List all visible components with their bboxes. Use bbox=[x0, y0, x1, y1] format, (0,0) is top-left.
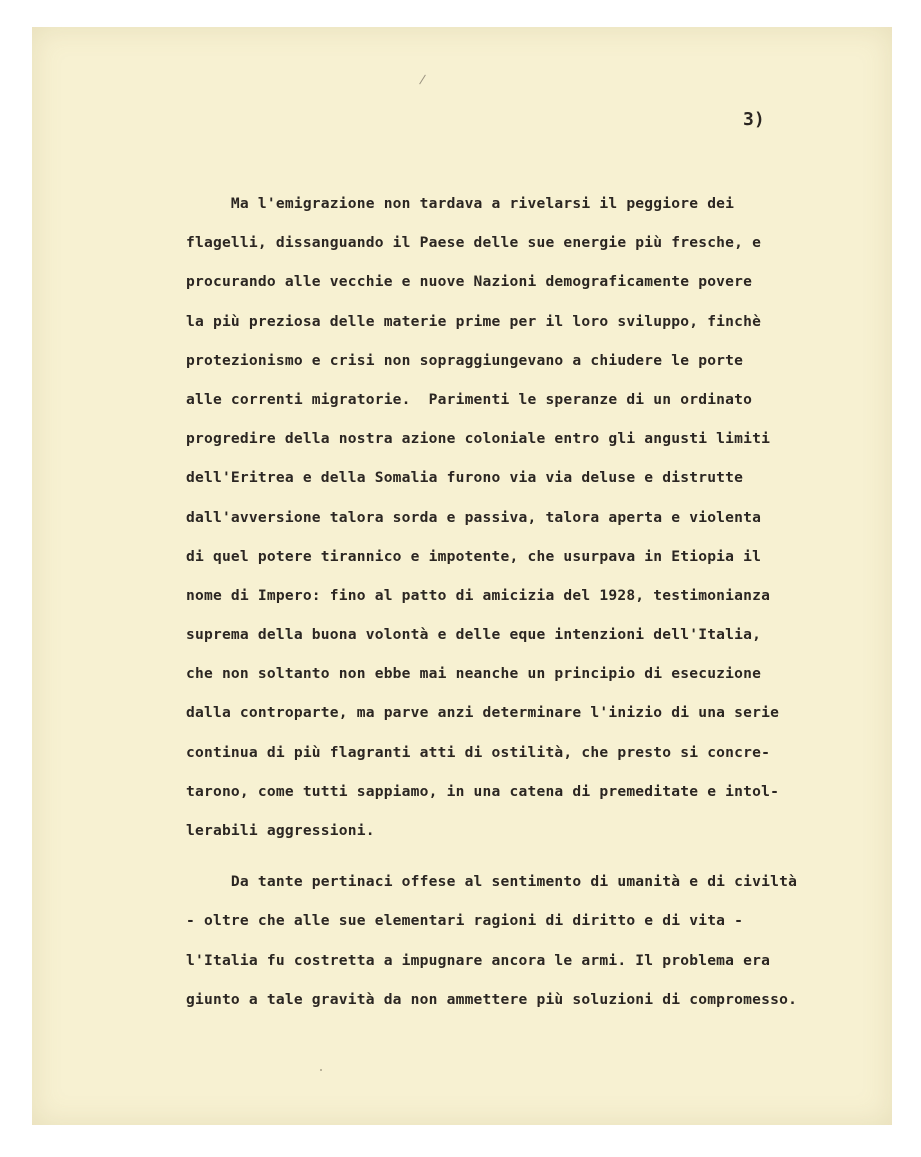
text-line: giunto a tale gravità da non ammettere più soluzioni di compromesso. bbox=[186, 990, 798, 1008]
text-line: - oltre che alle sue elementari ragioni di diritto e di vita - bbox=[186, 912, 744, 930]
text-line: nome di Impero: fino al patto di amicizia del 1928, testimonianza bbox=[186, 586, 771, 604]
page-number: 3) bbox=[743, 109, 765, 130]
text-line: lerabili aggressioni. bbox=[186, 822, 375, 839]
text-line: l'Italia fu costretta a impugnare ancora le armi. Il problema era bbox=[186, 951, 771, 969]
paragraph-2 bbox=[186, 862, 886, 1019]
text-line: progredire della nostra azione coloniale entro gli angusti limiti bbox=[186, 430, 771, 448]
text-line: che non soltanto non ebbe mai neanche un principio di esecuzione bbox=[186, 665, 762, 683]
text-line: alle correnti migratorie. Parimenti le speranze di un ordinato bbox=[186, 390, 753, 408]
text-line: continua di più flagranti atti di ostilità, che presto si concre- bbox=[186, 743, 771, 761]
paragraph-spacer bbox=[186, 850, 886, 862]
body-text bbox=[186, 184, 886, 1019]
text-line: di quel potere tirannico e impotente, che usurpava in Etiopia il bbox=[186, 547, 762, 565]
typewritten-page bbox=[32, 27, 892, 1125]
paragraph-1 bbox=[186, 184, 886, 850]
text-line: dall'avversione talora sorda e passiva, talora aperta e violenta bbox=[186, 508, 762, 526]
text-line: Da tante pertinaci offese al sentimento di umanità e di civiltà bbox=[186, 873, 798, 891]
text-line: procurando alle vecchie e nuove Nazioni demograficamente povere bbox=[186, 273, 753, 291]
text-line: flagelli, dissanguando il Paese delle sue energie più fresche, e bbox=[186, 234, 762, 252]
pencil-mark bbox=[419, 75, 426, 85]
text-line: protezionismo e crisi non sopraggiungevano a chiudere le porte bbox=[186, 351, 744, 369]
ink-speck bbox=[320, 1069, 322, 1071]
text-line: tarono, come tutti sappiamo, in una catena di premeditate e intol- bbox=[186, 782, 780, 800]
text-line: dalla controparte, ma parve anzi determinare l'inizio di una serie bbox=[186, 704, 780, 722]
text-line: Ma l'emigrazione non tardava a rivelarsi il peggiore dei bbox=[186, 195, 735, 212]
text-line: suprema della buona volontà e delle eque intenzioni dell'Italia, bbox=[186, 626, 762, 644]
text-line: la più preziosa delle materie prime per il loro sviluppo, finchè bbox=[186, 312, 762, 330]
text-line: dell'Eritrea e della Somalia furono via via deluse e distrutte bbox=[186, 469, 744, 487]
